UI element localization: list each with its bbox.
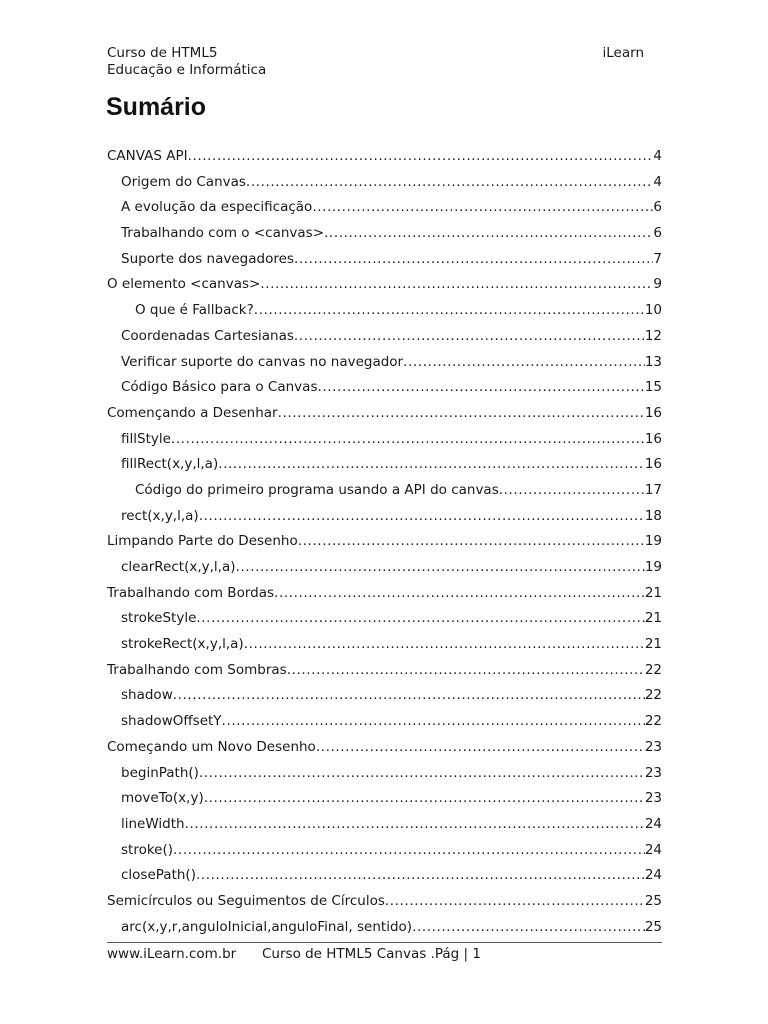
toc-entry[interactable] (107, 377, 662, 403)
toc-entry[interactable] (107, 608, 662, 634)
toc-entry[interactable] (107, 274, 662, 300)
toc-entry-page: 16 (644, 430, 662, 447)
toc-entry-label: CANVAS API (107, 148, 188, 164)
toc-dot-leader (188, 146, 654, 166)
toc-dot-leader (222, 711, 645, 731)
header-brand: iLearn (602, 45, 644, 61)
toc-entry-label: Código do primeiro programa usando a API do canvas (135, 481, 499, 498)
toc-entry[interactable] (107, 172, 662, 198)
toc-entry-page: 19 (644, 533, 662, 550)
toc-entry-label: shadowOffsetY (121, 713, 222, 730)
toc-entry[interactable] (107, 917, 662, 943)
toc-entry[interactable] (107, 403, 662, 429)
toc-entry-label: strokeRect(x,y,l,a) (121, 636, 244, 653)
toc-entry-label: Suporte dos navegadores (121, 250, 294, 267)
toc-entry[interactable] (107, 685, 662, 711)
toc-entry-label: Verificar suporte do canvas no navegador (121, 353, 404, 370)
toc-entry[interactable] (107, 454, 662, 480)
toc-entry-page: 4 (653, 148, 662, 164)
toc-dot-leader (244, 634, 645, 654)
toc-dot-leader (298, 531, 645, 551)
toc-entry-page: 16 (644, 404, 662, 421)
toc-entry-label: Coordenadas Cartesianas (121, 327, 294, 344)
toc-dot-leader (316, 737, 645, 757)
toc-entry[interactable] (107, 711, 662, 737)
table-of-contents (107, 146, 662, 942)
toc-entry-page: 25 (644, 892, 662, 909)
toc-dot-leader (317, 377, 644, 397)
toc-entry[interactable] (107, 223, 662, 249)
toc-entry-page: 16 (644, 456, 662, 473)
toc-dot-leader (199, 506, 645, 526)
toc-entry-page: 10 (644, 302, 662, 319)
toc-dot-leader (260, 274, 653, 294)
toc-entry-page: 24 (644, 815, 662, 832)
header-course: Curso de HTML5 (107, 45, 218, 61)
toc-entry[interactable] (107, 763, 662, 789)
toc-entry-label: fillRect(x,y,l,a) (121, 456, 219, 473)
toc-entry-page: 22 (644, 687, 662, 704)
toc-entry-page: 23 (644, 790, 662, 807)
toc-entry-page: 22 (644, 661, 662, 678)
toc-entry[interactable] (107, 506, 662, 532)
toc-entry-page: 22 (644, 713, 662, 730)
toc-entry-page: 21 (644, 610, 662, 627)
toc-dot-leader (403, 352, 645, 372)
footer-divider (107, 942, 662, 943)
footer-course-page: Curso de HTML5 Canvas .Pág | 1 (262, 946, 481, 962)
toc-entry-label: Limpando Parte do Desenho (107, 533, 298, 550)
toc-dot-leader (204, 788, 645, 808)
toc-dot-leader (499, 480, 645, 500)
page-footer (107, 945, 481, 963)
toc-entry-label: Trabalhando com Sombras (107, 661, 287, 678)
toc-entry[interactable] (107, 788, 662, 814)
toc-entry[interactable] (107, 814, 662, 840)
toc-entry[interactable] (107, 891, 662, 917)
toc-entry-label: beginPath() (121, 764, 199, 781)
toc-entry[interactable] (107, 865, 662, 891)
toc-entry-page: 25 (644, 918, 662, 935)
toc-entry-label: O elemento <canvas> (107, 276, 261, 293)
toc-entry-page: 6 (653, 225, 662, 242)
toc-entry-page: 6 (653, 199, 662, 216)
toc-entry-label: arc(x,y,r,anguloInicial,anguloFinal, sentido) (121, 918, 413, 935)
toc-entry-label: lineWidth (121, 815, 185, 832)
toc-dot-leader (385, 891, 645, 911)
toc-dot-leader (278, 403, 645, 423)
toc-entry-label: A evolução da especificação (121, 199, 313, 216)
toc-entry[interactable] (107, 352, 662, 378)
page-title: Sumário (106, 93, 207, 121)
toc-entry-page: 15 (644, 379, 662, 396)
toc-entry[interactable] (107, 660, 662, 686)
toc-entry[interactable] (107, 634, 662, 660)
toc-entry-page: 13 (644, 353, 662, 370)
toc-dot-leader (294, 326, 645, 346)
toc-dot-leader (218, 454, 645, 474)
toc-entry[interactable] (107, 480, 662, 506)
toc-dot-leader (171, 429, 645, 449)
toc-entry-label: fillStyle (121, 430, 171, 447)
toc-dot-leader (287, 660, 645, 680)
toc-dot-leader (173, 840, 645, 860)
toc-dot-leader (196, 608, 644, 628)
toc-entry[interactable] (107, 197, 662, 223)
toc-entry[interactable] (107, 326, 662, 352)
toc-entry-label: moveTo(x,y) (121, 790, 204, 807)
toc-entry-page: 24 (644, 841, 662, 858)
header-company: Educação e Informática (107, 62, 267, 78)
toc-entry[interactable] (107, 249, 662, 275)
toc-dot-leader (173, 685, 645, 705)
page-header (107, 45, 644, 79)
toc-entry-label: Semicírculos ou Seguimentos de Círculos (107, 892, 385, 909)
toc-entry-label: Começando um Novo Desenho (107, 738, 316, 755)
toc-entry-label: Trabalhando com Bordas (107, 584, 275, 601)
footer-site-link[interactable]: www.iLearn.com.br (107, 946, 237, 962)
toc-dot-leader (294, 249, 653, 269)
toc-entry-label: shadow (121, 687, 173, 704)
toc-entry-page: 21 (644, 636, 662, 653)
toc-entry-label: O que é Fallback? (135, 302, 254, 319)
toc-entry-page: 19 (644, 559, 662, 575)
toc-entry[interactable] (107, 583, 662, 609)
toc-entry-page: 18 (644, 507, 662, 524)
toc-entry[interactable] (107, 429, 662, 455)
toc-entry-label: strokeStyle (121, 610, 197, 627)
header-left (107, 45, 266, 79)
toc-dot-leader (412, 917, 645, 937)
toc-dot-leader (312, 197, 653, 217)
toc-entry[interactable] (107, 840, 662, 866)
toc-entry-page: 21 (644, 584, 662, 601)
toc-entry-page: 4 (653, 173, 662, 190)
toc-entry[interactable] (107, 300, 662, 326)
toc-entry[interactable] (107, 531, 662, 557)
toc-entry-page: 7 (653, 250, 662, 267)
toc-entry[interactable] (107, 737, 662, 763)
toc-entry-label: stroke() (121, 841, 174, 858)
toc-entry-label: closePath() (121, 867, 196, 884)
toc-entry-page: 23 (644, 738, 662, 755)
toc-dot-leader (324, 223, 653, 243)
toc-entry-page: 24 (644, 867, 662, 884)
toc-entry-label: Origem do Canvas (121, 173, 246, 190)
toc-dot-leader (199, 763, 645, 783)
toc-entry-page: 23 (644, 764, 662, 781)
toc-dot-leader (185, 814, 645, 834)
toc-entry-page: 17 (644, 481, 662, 498)
toc-dot-leader (254, 300, 645, 320)
toc-entry-label: clearRect(x,y,l,a) (121, 559, 236, 575)
toc-entry-page: 12 (644, 327, 662, 344)
toc-entry-label: Código Básico para o Canvas (121, 379, 318, 396)
toc-entry[interactable] (107, 146, 662, 172)
toc-entry-page: 9 (653, 276, 662, 293)
toc-entry-label: Començando a Desenhar (107, 404, 278, 421)
toc-entry-label: rect(x,y,l,a) (121, 507, 199, 524)
toc-dot-leader (236, 557, 645, 577)
toc-dot-leader (246, 172, 653, 192)
toc-entry[interactable] (107, 557, 662, 583)
toc-dot-leader (274, 583, 645, 603)
toc-entry-label: Trabalhando com o <canvas> (121, 225, 325, 242)
toc-dot-leader (196, 865, 645, 885)
